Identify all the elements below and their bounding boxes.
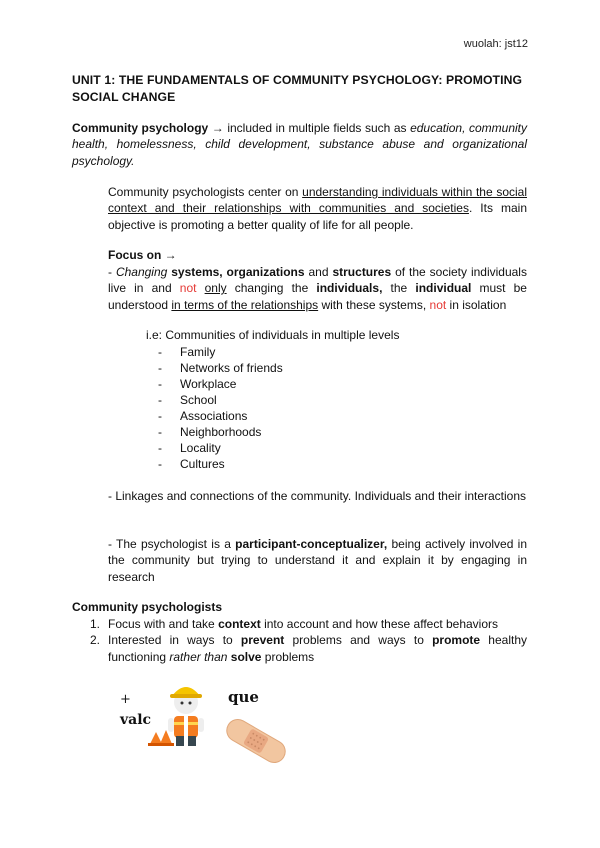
level-item: Locality <box>180 441 221 455</box>
level-item: Cultures <box>180 457 225 471</box>
item2-promote: promote <box>432 633 481 648</box>
list-item <box>158 344 283 360</box>
dash: - <box>158 425 162 439</box>
list-item <box>158 456 283 472</box>
focus-text7: must be understood <box>108 281 527 312</box>
focus-individual: individual <box>415 281 472 296</box>
intro-term: Community psychology <box>72 121 209 135</box>
dash: - <box>158 409 162 423</box>
levels-intro: i.e: Communities of individuals in multiple levels <box>146 328 400 342</box>
focus-not-1: not <box>179 281 197 296</box>
participant-pre: - The psychologist is a <box>108 537 236 551</box>
list-item <box>90 616 527 632</box>
item1-post: into account and how these affect behaviors <box>260 617 499 631</box>
focus-paragraph <box>108 264 527 313</box>
focus-dash: - <box>108 265 116 279</box>
linkages-paragraph: - Linkages and connections of the community. Individuals and their interactions <box>108 489 527 503</box>
community-psychologists-list <box>90 616 527 665</box>
traffic-cone-icon <box>150 732 162 744</box>
intro-paragraph <box>72 120 527 169</box>
item2-solve: solve <box>230 649 262 664</box>
focus-and: and <box>304 265 333 279</box>
level-item: Neighborhoods <box>180 425 262 439</box>
center-underlined: understanding individuals within the social context and their relationships with communities and societies <box>108 185 527 216</box>
list-item <box>158 360 283 376</box>
list-item <box>158 440 283 456</box>
intro-fields: education, community health, homelessness, child development, substance abuse and organizational psychology. <box>72 121 528 168</box>
traffic-cone-icon <box>160 730 172 744</box>
dash: - <box>158 345 162 359</box>
focus-heading: Focus on → <box>108 248 177 262</box>
list-item <box>158 408 283 424</box>
item2-rather-than: rather than <box>169 649 228 664</box>
worker-icon <box>146 676 208 748</box>
focus-not-2: not <box>429 297 447 312</box>
dash: - <box>158 393 162 407</box>
level-item: Networks of friends <box>180 361 283 375</box>
focus-text3: of the society individuals live in and <box>108 265 527 296</box>
intro-arrow: → <box>208 121 228 135</box>
focus-the: the <box>382 281 416 296</box>
rebus-plus: + <box>120 692 131 707</box>
rebus-que: que <box>228 688 259 706</box>
item2-mid1: problems and ways to <box>284 633 433 648</box>
level-item: Associations <box>180 409 248 423</box>
focus-text5: changing the <box>226 281 317 296</box>
item2-pre: Interested in ways to <box>108 633 241 648</box>
list-text <box>108 616 527 632</box>
focus-relationships: in terms of the relationships <box>171 297 319 312</box>
focus-text9: in isolation <box>446 297 507 312</box>
focus-systems: systems, organizations <box>171 265 305 279</box>
item2-mid2: healthy functioning <box>108 633 528 664</box>
item2-prevent: prevent <box>240 633 285 648</box>
list-item <box>158 376 283 392</box>
list-item <box>158 424 283 440</box>
community-psychologists-heading: Community psychologists <box>72 600 223 614</box>
participant-term: participant-conceptualizer, <box>235 537 388 551</box>
intro-text: included in multiple fields such as <box>227 121 411 135</box>
item1-context: context <box>218 617 261 631</box>
header-username: wuolah: jst12 <box>463 38 528 50</box>
focus-individuals: individuals, <box>316 281 383 296</box>
level-item: School <box>180 393 217 407</box>
dash: - <box>158 441 162 455</box>
list-item <box>90 632 527 665</box>
center-pre: Community psychologists center on <box>108 185 303 199</box>
participant-post: being actively involved in the community but trying to understand it and explain it by engaging in research <box>108 537 527 584</box>
dash: - <box>158 457 162 471</box>
levels-list <box>158 344 283 472</box>
list-number: 1. <box>90 617 101 631</box>
level-item: Workplace <box>180 377 237 391</box>
center-paragraph <box>108 184 527 233</box>
focus-text8: with these systems, <box>318 297 430 312</box>
item1-pre: Focus with and take <box>108 617 219 631</box>
center-post: . Its main objective is promoting a better quality of life for all people. <box>108 201 527 232</box>
bandage-icon <box>220 712 292 770</box>
list-text <box>108 632 527 665</box>
focus-changing: Changing <box>115 265 168 279</box>
dash: - <box>158 361 162 375</box>
focus-only: only <box>204 281 227 296</box>
unit-title: UNIT 1: THE FUNDAMENTALS OF COMMUNITY PSYCHOLOGY: PROMOTING SOCIAL CHANGE <box>72 73 523 104</box>
participant-paragraph <box>108 536 527 585</box>
level-item: Family <box>180 345 216 359</box>
list-item <box>158 392 283 408</box>
rebus-valc: valc <box>120 712 152 728</box>
focus-structures: structures <box>332 265 392 279</box>
dash: - <box>158 377 162 391</box>
item2-post: problems <box>261 649 315 664</box>
list-number: 2. <box>90 633 101 648</box>
focus-space2 <box>196 281 204 295</box>
